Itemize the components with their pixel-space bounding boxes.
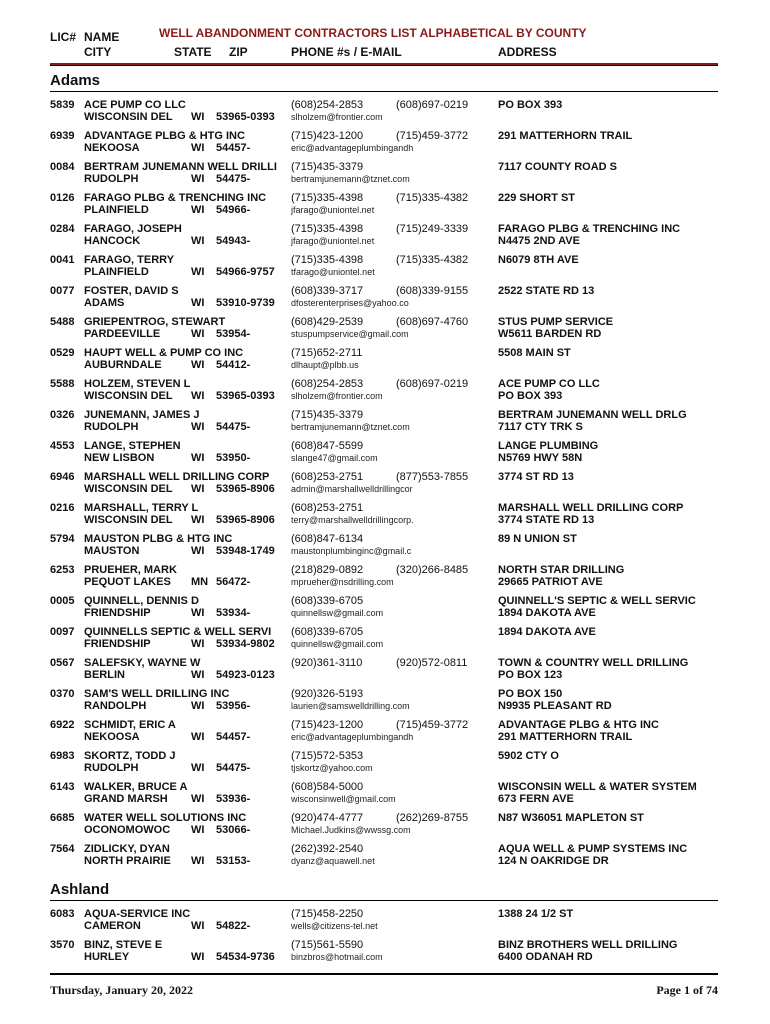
email-address[interactable]: jfarago@uniontel.net [291, 236, 375, 246]
city: BERLIN [84, 669, 125, 681]
city: WISCONSIN DEL [84, 111, 173, 123]
contractor-row [0, 254, 770, 285]
email-address[interactable]: terry@marshallwelldrillingcorp. [291, 515, 414, 525]
state: WI [191, 173, 205, 185]
email-address[interactable]: laurien@samswelldrilling.com [291, 701, 410, 711]
county-heading-rule [50, 91, 718, 92]
license-number: 6253 [50, 564, 75, 576]
primary-phone: (715)652-2711 [291, 347, 363, 359]
city: WISCONSIN DEL [84, 514, 173, 526]
contractor-row [0, 595, 770, 626]
address-line-1: N6079 8TH AVE [498, 254, 579, 266]
contractor-row [0, 719, 770, 750]
contractor-name: ADVANTAGE PLBG & HTG INC [84, 130, 245, 142]
address-line-1: 7117 COUNTY ROAD S [498, 161, 618, 173]
state: WI [191, 266, 205, 278]
contractor-row [0, 533, 770, 564]
city: WISCONSIN DEL [84, 390, 173, 402]
contractor-row [0, 843, 770, 874]
address-line-1: PO BOX 393 [498, 99, 563, 111]
license-number: 6946 [50, 471, 75, 483]
city: NEKOOSA [84, 731, 140, 743]
address-line-1: WISCONSIN WELL & WATER SYSTEM [498, 781, 697, 793]
license-number: 6083 [50, 908, 75, 920]
license-number: 0005 [50, 595, 75, 607]
state: WI [191, 514, 205, 526]
zip-code: 53934- [216, 607, 251, 619]
primary-phone: (608)254-2853 [291, 99, 364, 111]
contractor-row [0, 688, 770, 719]
contractor-name: SKORTZ, TODD J [84, 750, 176, 762]
address-line-1: 1894 DAKOTA AVE [498, 626, 596, 638]
license-number: 0567 [50, 657, 75, 669]
email-address[interactable]: quinnellsw@gmail.com [291, 639, 384, 649]
zip-code: 53910-9739 [216, 297, 275, 309]
lic-column-label: LIC# [50, 30, 77, 44]
city: NEW LISBON [84, 452, 155, 464]
contractor-name: FARAGO, TERRY [84, 254, 175, 266]
state: WI [191, 297, 205, 309]
state: WI [191, 204, 205, 216]
contractor-name: FARAGO, JOSEPH [84, 223, 182, 235]
email-address[interactable]: slholzem@frontier.com [291, 391, 383, 401]
document-title: WELL ABANDONMENT CONTRACTORS LIST ALPHABETICAL BY COUNTY [159, 26, 587, 40]
address-line-1: ADVANTAGE PLBG & HTG INC [498, 719, 659, 731]
contractor-row [0, 471, 770, 502]
state: WI [191, 142, 205, 154]
city: WISCONSIN DEL [84, 483, 173, 495]
zip-code: 54457- [216, 731, 251, 743]
email-address[interactable]: wells@citizens-tel.net [291, 921, 378, 931]
contractor-row [0, 939, 770, 970]
state: WI [191, 762, 205, 774]
zip-code: 53965-0393 [216, 111, 275, 123]
address-line-1: FARAGO PLBG & TRENCHING INC [498, 223, 681, 235]
zip-code: 53965-8906 [216, 483, 275, 495]
primary-phone: (608)584-5000 [291, 781, 364, 793]
address-line-1: TOWN & COUNTRY WELL DRILLING [498, 657, 689, 669]
address-line-1: 1388 24 1/2 ST [498, 908, 574, 920]
address-line-1: BINZ BROTHERS WELL DRILLING [498, 939, 678, 951]
email-address[interactable]: tjskortz@yahoo.com [291, 763, 373, 773]
address-line-2: N5769 HWY 58N [498, 452, 583, 464]
county-heading-rule [50, 900, 718, 901]
address-line-1: 229 SHORT ST [498, 192, 576, 204]
state: WI [191, 452, 205, 464]
email-address[interactable]: eric@advantageplumbingandh [291, 143, 414, 153]
primary-phone: (920)361-3110 [291, 657, 363, 669]
license-number: 0370 [50, 688, 75, 700]
secondary-phone: (715)459-3772 [396, 130, 469, 142]
contractor-name: QUINNELLS SEPTIC & WELL SERVI [84, 626, 272, 638]
secondary-phone: (877)553-7855 [396, 471, 469, 483]
contractor-name: QUINNELL, DENNIS D [84, 595, 199, 607]
email-address[interactable]: tfarago@uniontel.net [291, 267, 375, 277]
secondary-phone: (715)335-4382 [396, 254, 469, 266]
contractor-row [0, 285, 770, 316]
primary-phone: (715)335-4398 [291, 254, 364, 266]
city: HANCOCK [84, 235, 141, 247]
contractor-row [0, 626, 770, 657]
zip-code: 54457- [216, 142, 251, 154]
secondary-phone: (608)697-4760 [396, 316, 469, 328]
contractor-name: MARSHALL WELL DRILLING CORP [84, 471, 270, 483]
secondary-phone: (608)339-9155 [396, 285, 469, 297]
city: RUDOLPH [84, 173, 139, 185]
state: WI [191, 545, 205, 557]
email-address[interactable]: binzbros@hotmail.com [291, 952, 383, 962]
primary-phone: (608)429-2539 [291, 316, 364, 328]
city: AUBURNDALE [84, 359, 162, 371]
address-line-2: 291 MATTERHORN TRAIL [498, 731, 633, 743]
contractor-name: MARSHALL, TERRY L [84, 502, 199, 514]
address-line-1: 2522 STATE RD 13 [498, 285, 595, 297]
address-line-2: 29665 PATRIOT AVE [498, 576, 603, 588]
primary-phone: (715)561-5590 [291, 939, 364, 951]
secondary-phone: (715)459-3772 [396, 719, 469, 731]
secondary-phone: (608)697-0219 [396, 99, 469, 111]
license-number: 0041 [50, 254, 75, 266]
secondary-phone: (262)269-8755 [396, 812, 469, 824]
city: RANDOLPH [84, 700, 147, 712]
license-number: 6939 [50, 130, 75, 142]
primary-phone: (218)829-0892 [291, 564, 364, 576]
state: WI [191, 607, 205, 619]
email-address[interactable]: eric@advantageplumbingandh [291, 732, 414, 742]
primary-phone: (715)572-5353 [291, 750, 364, 762]
primary-phone: (608)254-2853 [291, 378, 364, 390]
zip-code: 53956- [216, 700, 251, 712]
city: MAUSTON [84, 545, 140, 557]
contractor-name: ACE PUMP CO LLC [84, 99, 186, 111]
contractor-name: FOSTER, DAVID S [84, 285, 179, 297]
primary-phone: (608)847-6134 [291, 533, 364, 545]
secondary-phone: (715)335-4382 [396, 192, 469, 204]
address-line-2: W5611 BARDEN RD [498, 328, 602, 340]
contractor-row [0, 657, 770, 688]
email-address[interactable]: Michael.Judkins@wwssg.com [291, 825, 411, 835]
address-line-1: AQUA WELL & PUMP SYSTEMS INC [498, 843, 688, 855]
license-number: 6983 [50, 750, 75, 762]
email-address[interactable]: maustonplumbinginc@gmail.c [291, 546, 412, 556]
state: WI [191, 669, 205, 681]
state: WI [191, 700, 205, 712]
license-number: 0077 [50, 285, 75, 297]
primary-phone: (715)423-1200 [291, 719, 364, 731]
state: WI [191, 390, 205, 402]
primary-phone: (920)326-5193 [291, 688, 364, 700]
contractor-row [0, 192, 770, 223]
contractor-name: AQUA-SERVICE INC [84, 908, 191, 920]
primary-phone: (715)458-2250 [291, 908, 364, 920]
address-line-1: 5902 CTY O [498, 750, 559, 762]
header-rule-black [50, 65, 718, 66]
email-address[interactable]: dyanz@aquawell.net [291, 856, 375, 866]
primary-phone: (715)335-4398 [291, 192, 364, 204]
email-address[interactable]: wisconsinwell@gmail.com [291, 794, 396, 804]
email-address[interactable]: slholzem@frontier.com [291, 112, 383, 122]
zip-code: 53954- [216, 328, 251, 340]
zip-code: 54475- [216, 762, 251, 774]
address-line-1: STUS PUMP SERVICE [498, 316, 614, 328]
email-address[interactable]: bertramjunemann@tznet.com [291, 422, 410, 432]
print-date: Thursday, January 20, 2022 [50, 983, 194, 997]
county-heading: Adams [50, 72, 101, 89]
state: WI [191, 328, 205, 340]
primary-phone: (608)339-6705 [291, 595, 364, 607]
address-line-1: 89 N UNION ST [498, 533, 577, 545]
footer-rule [50, 973, 718, 975]
address-line-1: PO BOX 150 [498, 688, 563, 700]
address-line-1: QUINNELL'S SEPTIC & WELL SERVIC [498, 595, 696, 607]
primary-phone: (608)253-2751 [291, 502, 364, 514]
state: WI [191, 855, 205, 867]
primary-phone: (608)339-6705 [291, 626, 364, 638]
contractor-row [0, 316, 770, 347]
primary-phone: (608)847-5599 [291, 440, 364, 452]
secondary-phone: (320)266-8485 [396, 564, 469, 576]
contractor-name: SAM'S WELL DRILLING INC [84, 688, 230, 700]
email-address[interactable]: mprueher@nsdrilling.com [291, 577, 394, 587]
contractor-row [0, 161, 770, 192]
zip-code: 53950- [216, 452, 251, 464]
city: ADAMS [84, 297, 125, 309]
email-address[interactable]: quinnellsw@gmail.com [291, 608, 384, 618]
contractor-name: ZIDLICKY, DYAN [84, 843, 170, 855]
license-number: 5794 [50, 533, 75, 545]
license-number: 0529 [50, 347, 75, 359]
primary-phone: (715)335-4398 [291, 223, 364, 235]
license-number: 5839 [50, 99, 75, 111]
license-number: 0084 [50, 161, 75, 173]
address-line-1: LANGE PLUMBING [498, 440, 599, 452]
address-line-2: 3774 STATE RD 13 [498, 514, 595, 526]
address-line-2: 1894 DAKOTA AVE [498, 607, 596, 619]
address-line-2: PO BOX 393 [498, 390, 563, 402]
city: RUDOLPH [84, 421, 139, 433]
city: RUDOLPH [84, 762, 139, 774]
city: PEQUOT LAKES [84, 576, 171, 588]
license-number: 4553 [50, 440, 75, 452]
address-line-1: 291 MATTERHORN TRAIL [498, 130, 633, 142]
license-number: 6143 [50, 781, 75, 793]
zip-code: 54966- [216, 204, 251, 216]
license-number: 3570 [50, 939, 75, 951]
secondary-phone: (715)249-3339 [396, 223, 469, 235]
zip-code: 54966-9757 [216, 266, 275, 278]
state: WI [191, 235, 205, 247]
state-column-label: STATE [174, 45, 212, 59]
contractor-name: BERTRAM JUNEMANN WELL DRILLI [84, 161, 277, 173]
license-number: 0126 [50, 192, 75, 204]
county-heading: Ashland [50, 881, 110, 898]
contractor-name: HOLZEM, STEVEN L [84, 378, 191, 390]
zip-code: 54475- [216, 173, 251, 185]
contractor-name: HAUPT WELL & PUMP CO INC [84, 347, 244, 359]
primary-phone: (608)253-2751 [291, 471, 364, 483]
city: FRIENDSHIP [84, 638, 151, 650]
contractor-name: WATER WELL SOLUTIONS INC [84, 812, 247, 824]
address-column-label: ADDRESS [498, 45, 557, 59]
primary-phone: (715)423-1200 [291, 130, 364, 142]
contractor-row [0, 440, 770, 471]
city: NORTH PRAIRIE [84, 855, 171, 867]
email-address[interactable]: dfosterenterprises@yahoo.co [291, 298, 409, 308]
license-number: 5588 [50, 378, 75, 390]
contractor-name: FARAGO PLBG & TRENCHING INC [84, 192, 267, 204]
zip-code: 54475- [216, 421, 251, 433]
contractor-name: MAUSTON PLBG & HTG INC [84, 533, 233, 545]
zip-code: 54923-0123 [216, 669, 275, 681]
zip-code: 53965-8906 [216, 514, 275, 526]
zip-code: 53948-1749 [216, 545, 275, 557]
page-number: Page 1 of 74 [656, 983, 718, 997]
phone-email-column-label: PHONE #s / E-MAIL [291, 45, 402, 59]
zip-code: 54822- [216, 920, 251, 932]
zip-code: 53936- [216, 793, 251, 805]
city: FRIENDSHIP [84, 607, 151, 619]
address-line-1: 5508 MAIN ST [498, 347, 571, 359]
primary-phone: (262)392-2540 [291, 843, 364, 855]
license-number: 0216 [50, 502, 75, 514]
license-number: 0284 [50, 223, 75, 235]
address-line-2: PO BOX 123 [498, 669, 563, 681]
zip-code: 53965-0393 [216, 390, 275, 402]
contractor-row [0, 908, 770, 939]
city-column-label: CITY [84, 45, 112, 59]
primary-phone: (715)435-3379 [291, 409, 364, 421]
zip-code: 56472- [216, 576, 251, 588]
contractor-row [0, 99, 770, 130]
primary-phone: (608)339-3717 [291, 285, 364, 297]
address-line-2: 6400 ODANAH RD [498, 951, 593, 963]
address-line-1: ACE PUMP CO LLC [498, 378, 600, 390]
email-address[interactable]: admin@marshallwelldrillingcor [291, 484, 413, 494]
state: WI [191, 824, 205, 836]
zip-code: 53066- [216, 824, 251, 836]
address-line-1: 3774 ST RD 13 [498, 471, 574, 483]
contractor-row [0, 812, 770, 843]
license-number: 7564 [50, 843, 75, 855]
email-address[interactable]: dlhaupt@plbb.us [291, 360, 359, 370]
zip-code: 53934-9802 [216, 638, 275, 650]
city: GRAND MARSH [84, 793, 168, 805]
contractor-row [0, 781, 770, 812]
state: WI [191, 359, 205, 371]
contractor-name: SALEFSKY, WAYNE W [84, 657, 201, 669]
contractor-row [0, 130, 770, 161]
address-line-1: N87 W36051 MAPLETON ST [498, 812, 644, 824]
license-number: 5488 [50, 316, 75, 328]
state: WI [191, 920, 205, 932]
contractor-row [0, 409, 770, 440]
city: OCONOMOWOC [84, 824, 171, 836]
contractor-row [0, 502, 770, 533]
secondary-phone: (608)697-0219 [396, 378, 469, 390]
zip-code: 54943- [216, 235, 251, 247]
state: WI [191, 421, 205, 433]
city: PLAINFIELD [84, 266, 149, 278]
address-line-2: 124 N OAKRIDGE DR [498, 855, 609, 867]
contractor-row [0, 750, 770, 781]
license-number: 6922 [50, 719, 75, 731]
email-address[interactable]: bertramjunemann@tznet.com [291, 174, 410, 184]
state: WI [191, 731, 205, 743]
state: MN [191, 576, 209, 588]
city: PLAINFIELD [84, 204, 149, 216]
contractor-name: WALKER, BRUCE A [84, 781, 188, 793]
city: NEKOOSA [84, 142, 140, 154]
contractor-name: BINZ, STEVE E [84, 939, 163, 951]
contractor-row [0, 564, 770, 595]
primary-phone: (715)435-3379 [291, 161, 364, 173]
license-number: 6685 [50, 812, 75, 824]
address-line-1: BERTRAM JUNEMANN WELL DRLG [498, 409, 687, 421]
license-number: 0326 [50, 409, 75, 421]
state: WI [191, 638, 205, 650]
city: PARDEEVILLE [84, 328, 161, 340]
contractor-name: LANGE, STEPHEN [84, 440, 181, 452]
address-line-1: NORTH STAR DRILLING [498, 564, 625, 576]
license-number: 0097 [50, 626, 75, 638]
contractor-name: JUNEMANN, JAMES J [84, 409, 200, 421]
primary-phone: (920)474-4777 [291, 812, 364, 824]
contractor-name: SCHMIDT, ERIC A [84, 719, 176, 731]
address-line-2: 7117 CTY TRK S [498, 421, 583, 433]
contractor-row [0, 223, 770, 254]
zip-code: 53153- [216, 855, 251, 867]
secondary-phone: (920)572-0811 [396, 657, 468, 669]
city: CAMERON [84, 920, 141, 932]
zip-code: 54534-9736 [216, 951, 275, 963]
state: WI [191, 111, 205, 123]
contractor-name: GRIEPENTROG, STEWART [84, 316, 226, 328]
state: WI [191, 951, 205, 963]
zip-column-label: ZIP [229, 45, 248, 59]
city: HURLEY [84, 951, 130, 963]
email-address[interactable]: jfarago@uniontel.net [291, 205, 375, 215]
address-line-2: N4475 2ND AVE [498, 235, 580, 247]
contractor-row [0, 378, 770, 409]
address-line-2: 673 FERN AVE [498, 793, 574, 805]
email-address[interactable]: slange47@gmail.com [291, 453, 378, 463]
email-address[interactable]: stuspumpservice@gmail.com [291, 329, 409, 339]
zip-code: 54412- [216, 359, 251, 371]
state: WI [191, 793, 205, 805]
contractor-row [0, 347, 770, 378]
state: WI [191, 483, 205, 495]
name-column-label: NAME [84, 30, 120, 44]
contractor-name: PRUEHER, MARK [84, 564, 177, 576]
address-line-1: MARSHALL WELL DRILLING CORP [498, 502, 684, 514]
address-line-2: N9935 PLEASANT RD [498, 700, 612, 712]
